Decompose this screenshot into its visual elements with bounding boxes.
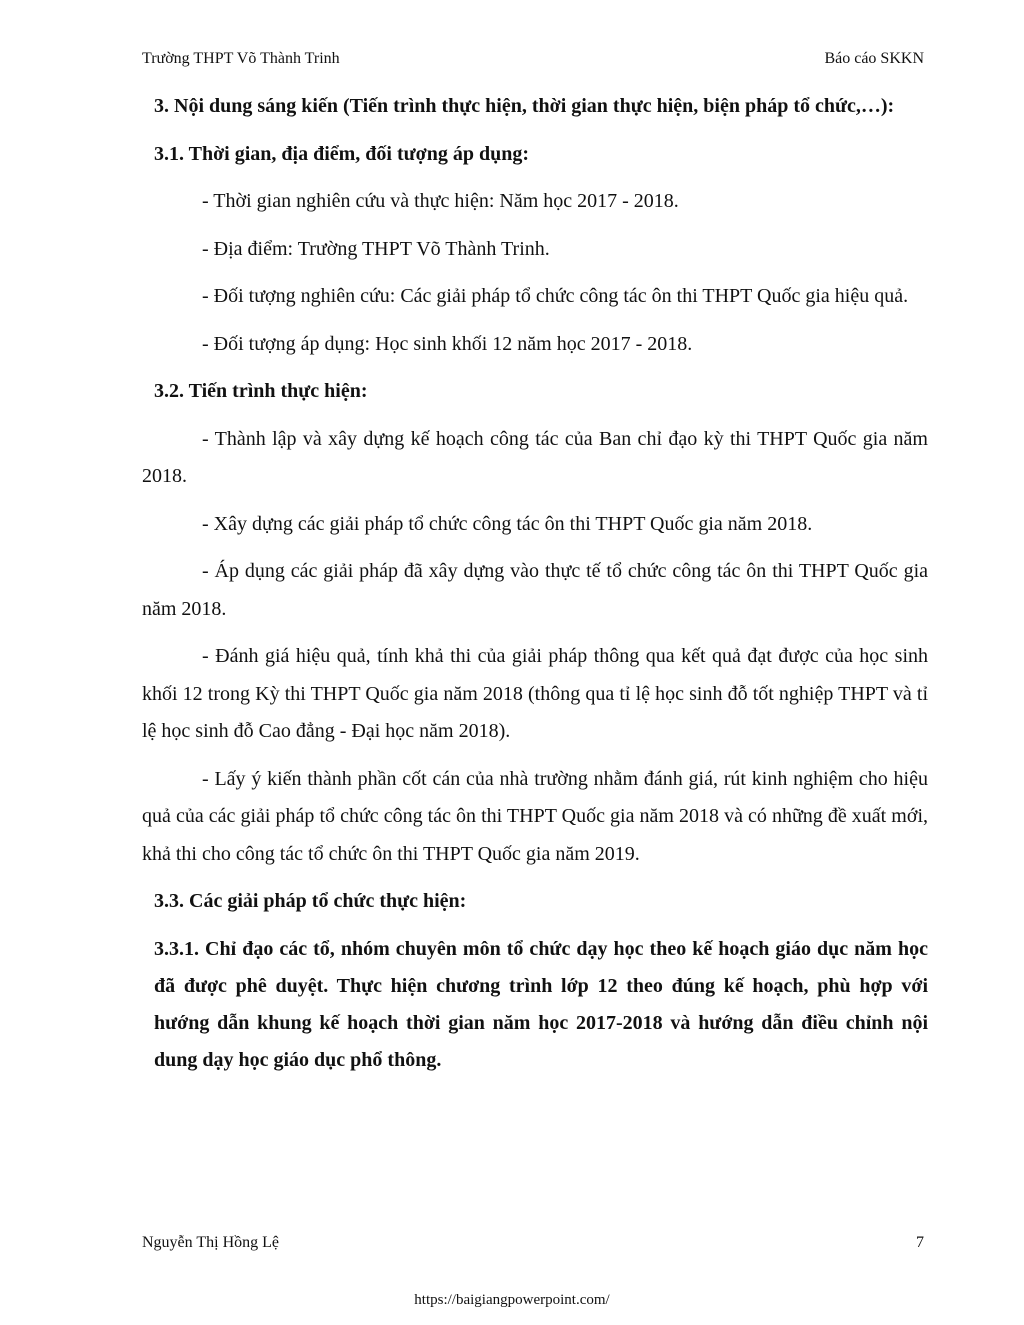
heading-section-3-1: 3.1. Thời gian, địa điểm, đối tượng áp dụng: — [154, 142, 529, 165]
list-item: - Địa điểm: Trường THPT Võ Thành Trinh. — [202, 237, 550, 260]
list-item: - Thời gian nghiên cứu và thực hiện: Năm học 2017 - 2018. — [202, 190, 679, 212]
list-item: - Áp dụng các giải pháp đã xây dựng vào thực tế tổ chức công tác ôn thi THPT Quốc gia năm 2018. — [142, 560, 928, 620]
list-item: - Đánh giá hiệu quả, tính khả thi của giải pháp thông qua kết quả đạt được của học sinh khối 12 trong Kỳ thi THPT Quốc gia năm 2018 (thông qua tỉ lệ học sinh đỗ tốt nghiệp THPT và tỉ lệ học sinh đỗ Cao đẳng - Đại học năm 2018). — [142, 645, 928, 742]
list-item: - Đối tượng nghiên cứu: Các giải pháp tổ chức công tác ôn thi THPT Quốc gia hiệu quả. — [202, 285, 909, 307]
footer-author: Nguyễn Thị Hồng Lệ — [142, 1234, 280, 1251]
heading-section-3-3-1: 3.3.1. Chỉ đạo các tổ, nhóm chuyên môn tổ chức dạy học theo kế hoạch giáo dục năm học đã được phê duyệt. Thực hiện chương trình lớp 12 theo đúng kế hoạch, phù hợp với hướng dẫn khung kế hoạch thời gian năm học 2017-2018 và hướng dẫn điều chỉnh nội dung dạy học giáo dục phổ thông. — [154, 937, 928, 1071]
list-item: - Xây dựng các giải pháp tổ chức công tác ôn thi THPT Quốc gia năm 2018. — [202, 512, 813, 535]
heading-section-3: 3. Nội dung sáng kiến (Tiến trình thực hiện, thời gian thực hiện, biện pháp tổ chức,…): — [154, 95, 895, 117]
list-item: - Đối tượng áp dụng: Học sinh khối 12 năm học 2017 - 2018. — [202, 332, 693, 355]
list-item: - Lấy ý kiến thành phần cốt cán của nhà trường nhằm đánh giá, rút kinh nghiệm cho hiệu quả của các giải pháp tổ chức công tác ôn thi THPT Quốc gia năm 2018 và có những đề xuất mới, khả thi cho công tác tổ chức ôn thi THPT Quốc gia năm 2019. — [142, 767, 928, 865]
footer-url: https://baigiangpowerpoint.com/ — [414, 1292, 610, 1308]
heading-section-3-3: 3.3. Các giải pháp tổ chức thực hiện: — [154, 890, 467, 912]
header-school: Trường THPT Võ Thành Trinh — [142, 50, 340, 67]
heading-section-3-2: 3.2. Tiến trình thực hiện: — [154, 380, 368, 402]
page-number: 7 — [916, 1234, 924, 1251]
header-report-type: Báo cáo SKKN — [824, 50, 924, 67]
page-content — [142, 88, 928, 1079]
list-item: - Thành lập và xây dựng kế hoạch công tác của Ban chỉ đạo kỳ thi THPT Quốc gia năm 2018. — [142, 427, 928, 487]
